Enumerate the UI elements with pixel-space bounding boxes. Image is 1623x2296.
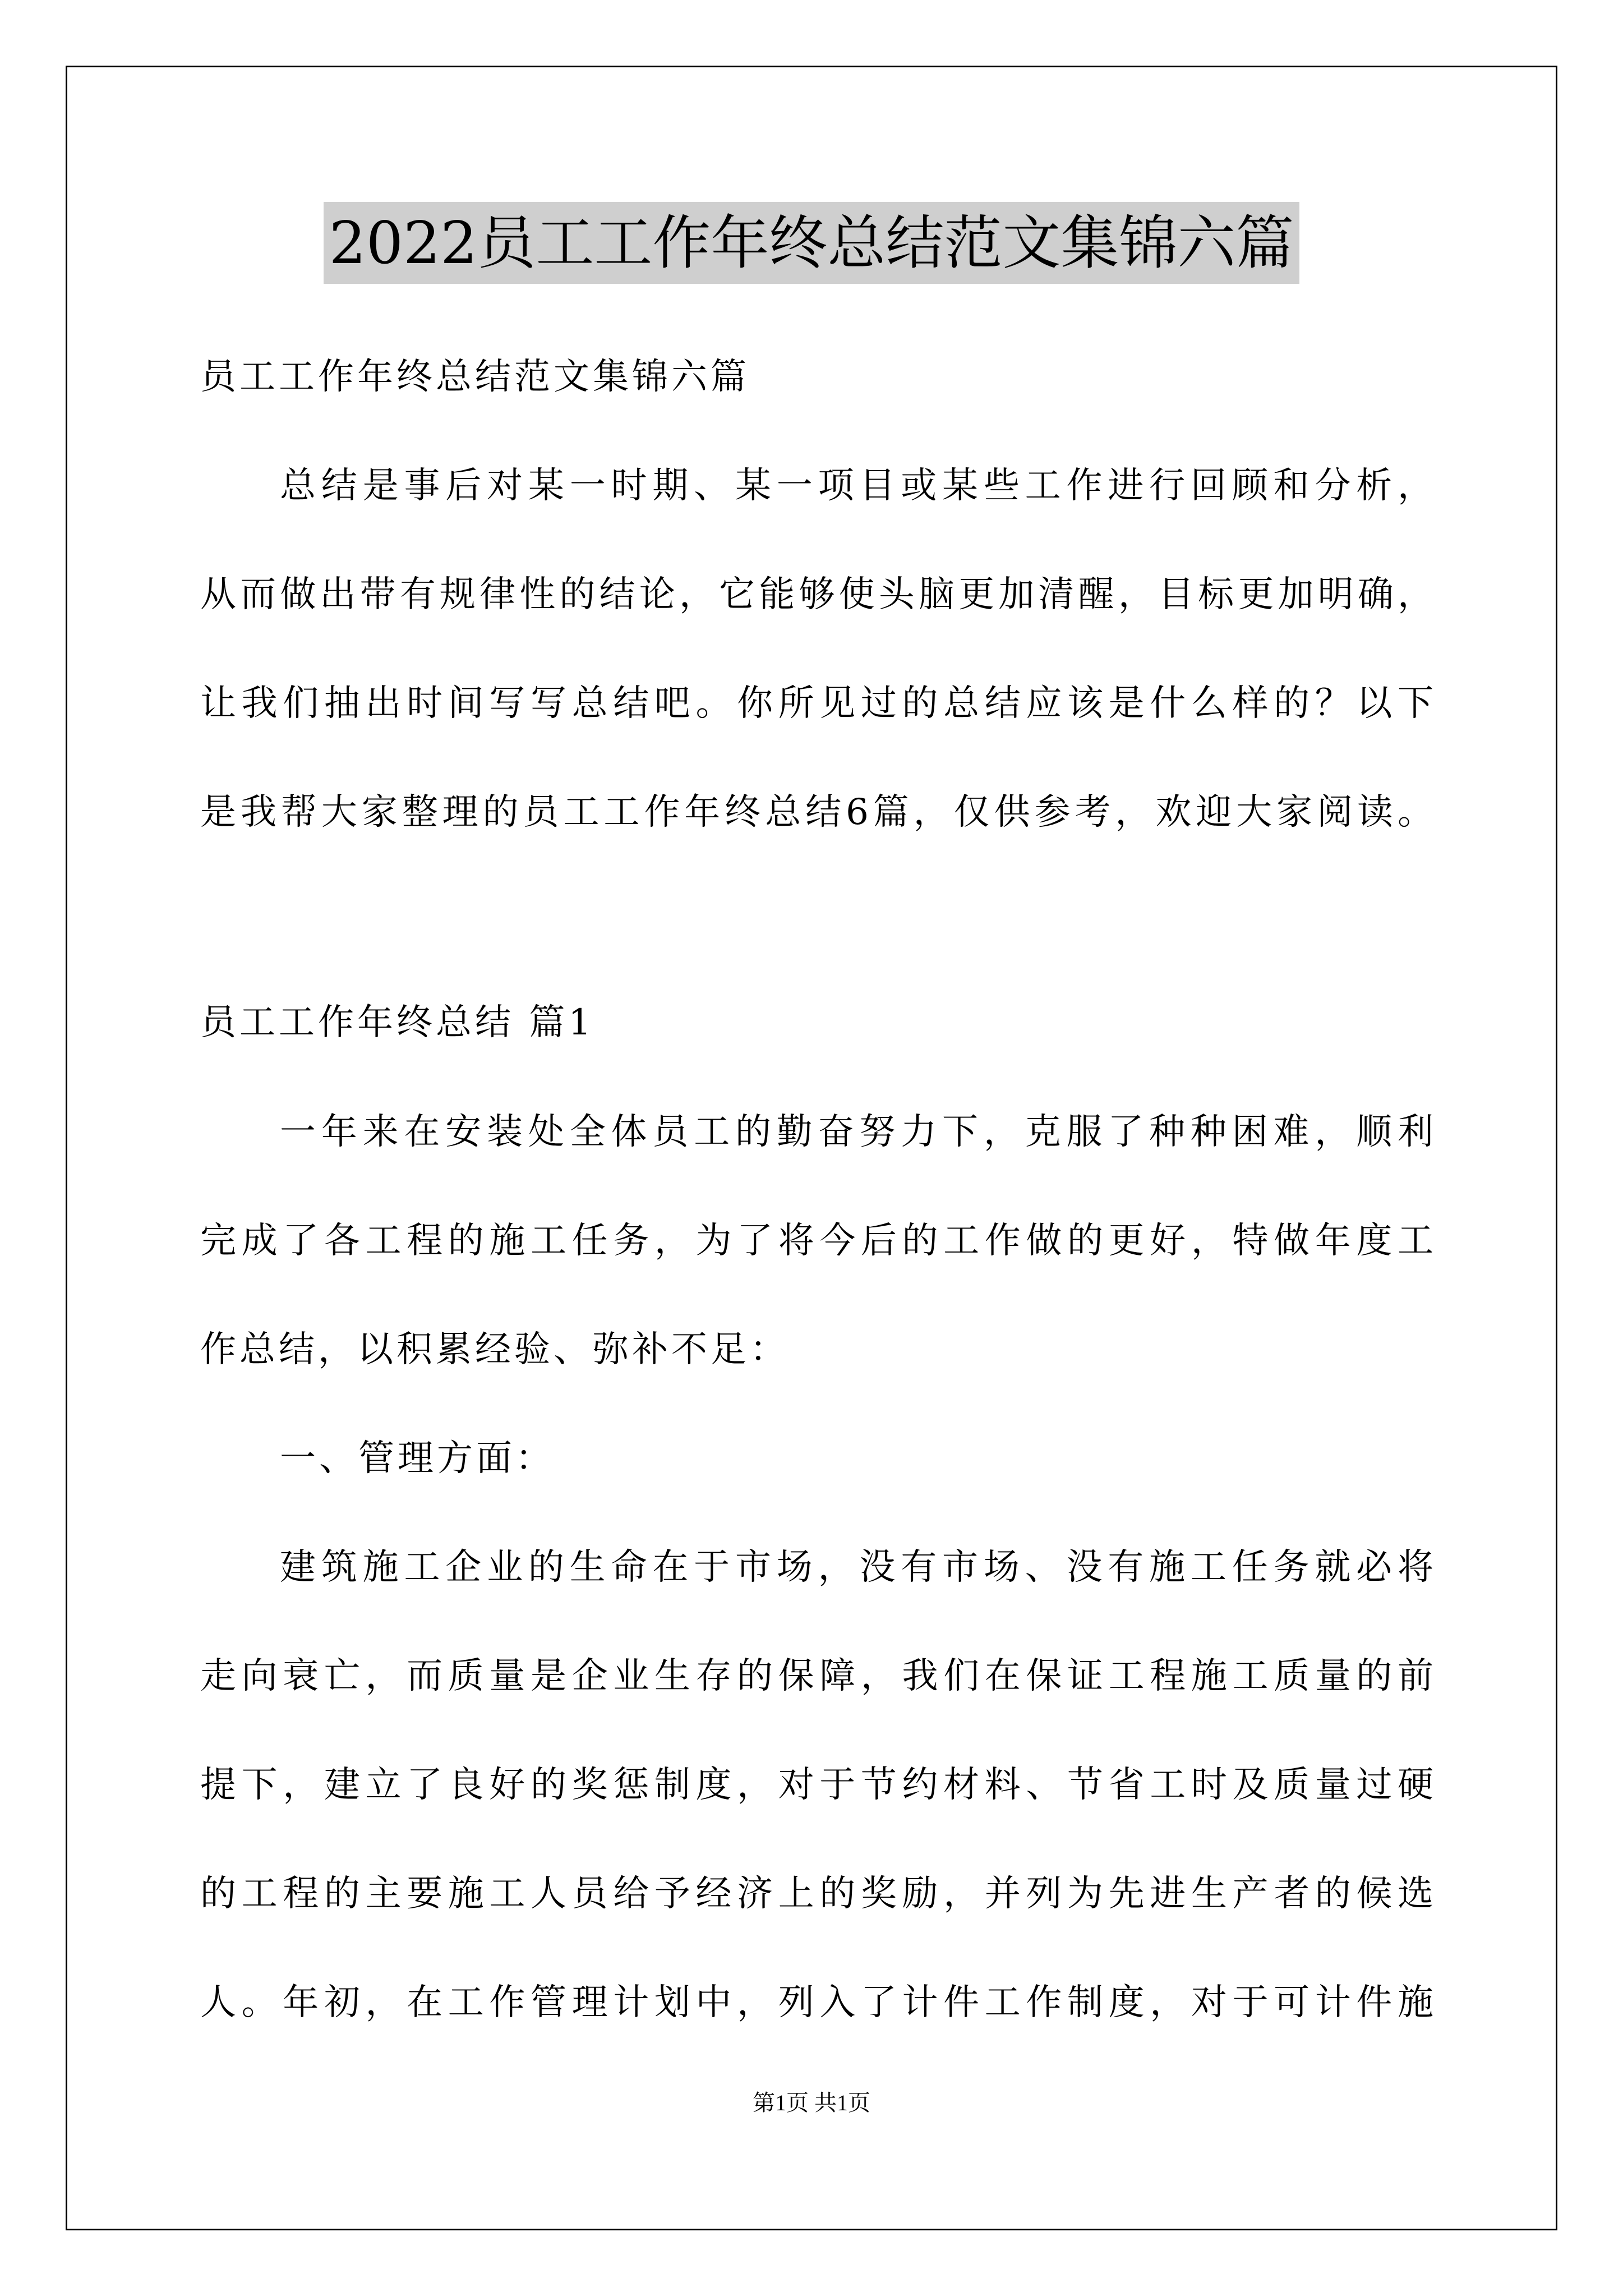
page-footer: 第1页 共1页 — [753, 2090, 870, 2115]
intro-line-3: 让我们抽出时间写写总结吧。你所见过的总结应该是什么样的？以下 — [200, 683, 1437, 724]
section-heading: 员工工作年终总结 篇1 — [200, 1002, 595, 1043]
subheading: 一、管理方面： — [280, 1438, 555, 1479]
para2-line-1: 建筑施工企业的生命在于市场，没有市场、没有施工任务就必将 — [280, 1547, 1437, 1588]
para1-line-3: 作总结，以积累经验、弥补不足： — [200, 1329, 789, 1370]
para2-line-3: 提下，建立了良好的奖惩制度，对于节约材料、节省工时及质量过硬 — [200, 1764, 1437, 1806]
para2-line-2: 走向衰亡，而质量是企业生存的保障，我们在保证工程施工质量的前 — [200, 1655, 1437, 1697]
document-title: 2022员工工作年终总结范文集锦六篇 — [324, 202, 1300, 284]
para1-line-2: 完成了各工程的施工任务，为了将今后的工作做的更好，特做年度工 — [200, 1220, 1437, 1262]
para2-line-4: 的工程的主要施工人员给予经济上的奖励，并列为先进生产者的候选 — [200, 1873, 1437, 1915]
intro-line-1: 总结是事后对某一时期、某一项目或某些工作进行回顾和分析， — [280, 465, 1437, 507]
intro-line-2: 从而做出带有规律性的结论，它能够使头脑更加清醒，目标更加明确， — [200, 574, 1437, 615]
subtitle: 员工工作年终总结范文集锦六篇 — [200, 356, 750, 398]
para1-line-1: 一年来在安装处全体员工的勤奋努力下，克服了种种困难，顺利 — [280, 1111, 1437, 1153]
title-wrap — [0, 202, 1623, 284]
intro-line-4: 是我帮大家整理的员工工作年终总结6篇，仅供参考，欢迎大家阅读。 — [200, 792, 1437, 833]
para2-line-5: 人。年初，在工作管理计划中，列入了计件工作制度，对于可计件施 — [200, 1982, 1437, 2023]
